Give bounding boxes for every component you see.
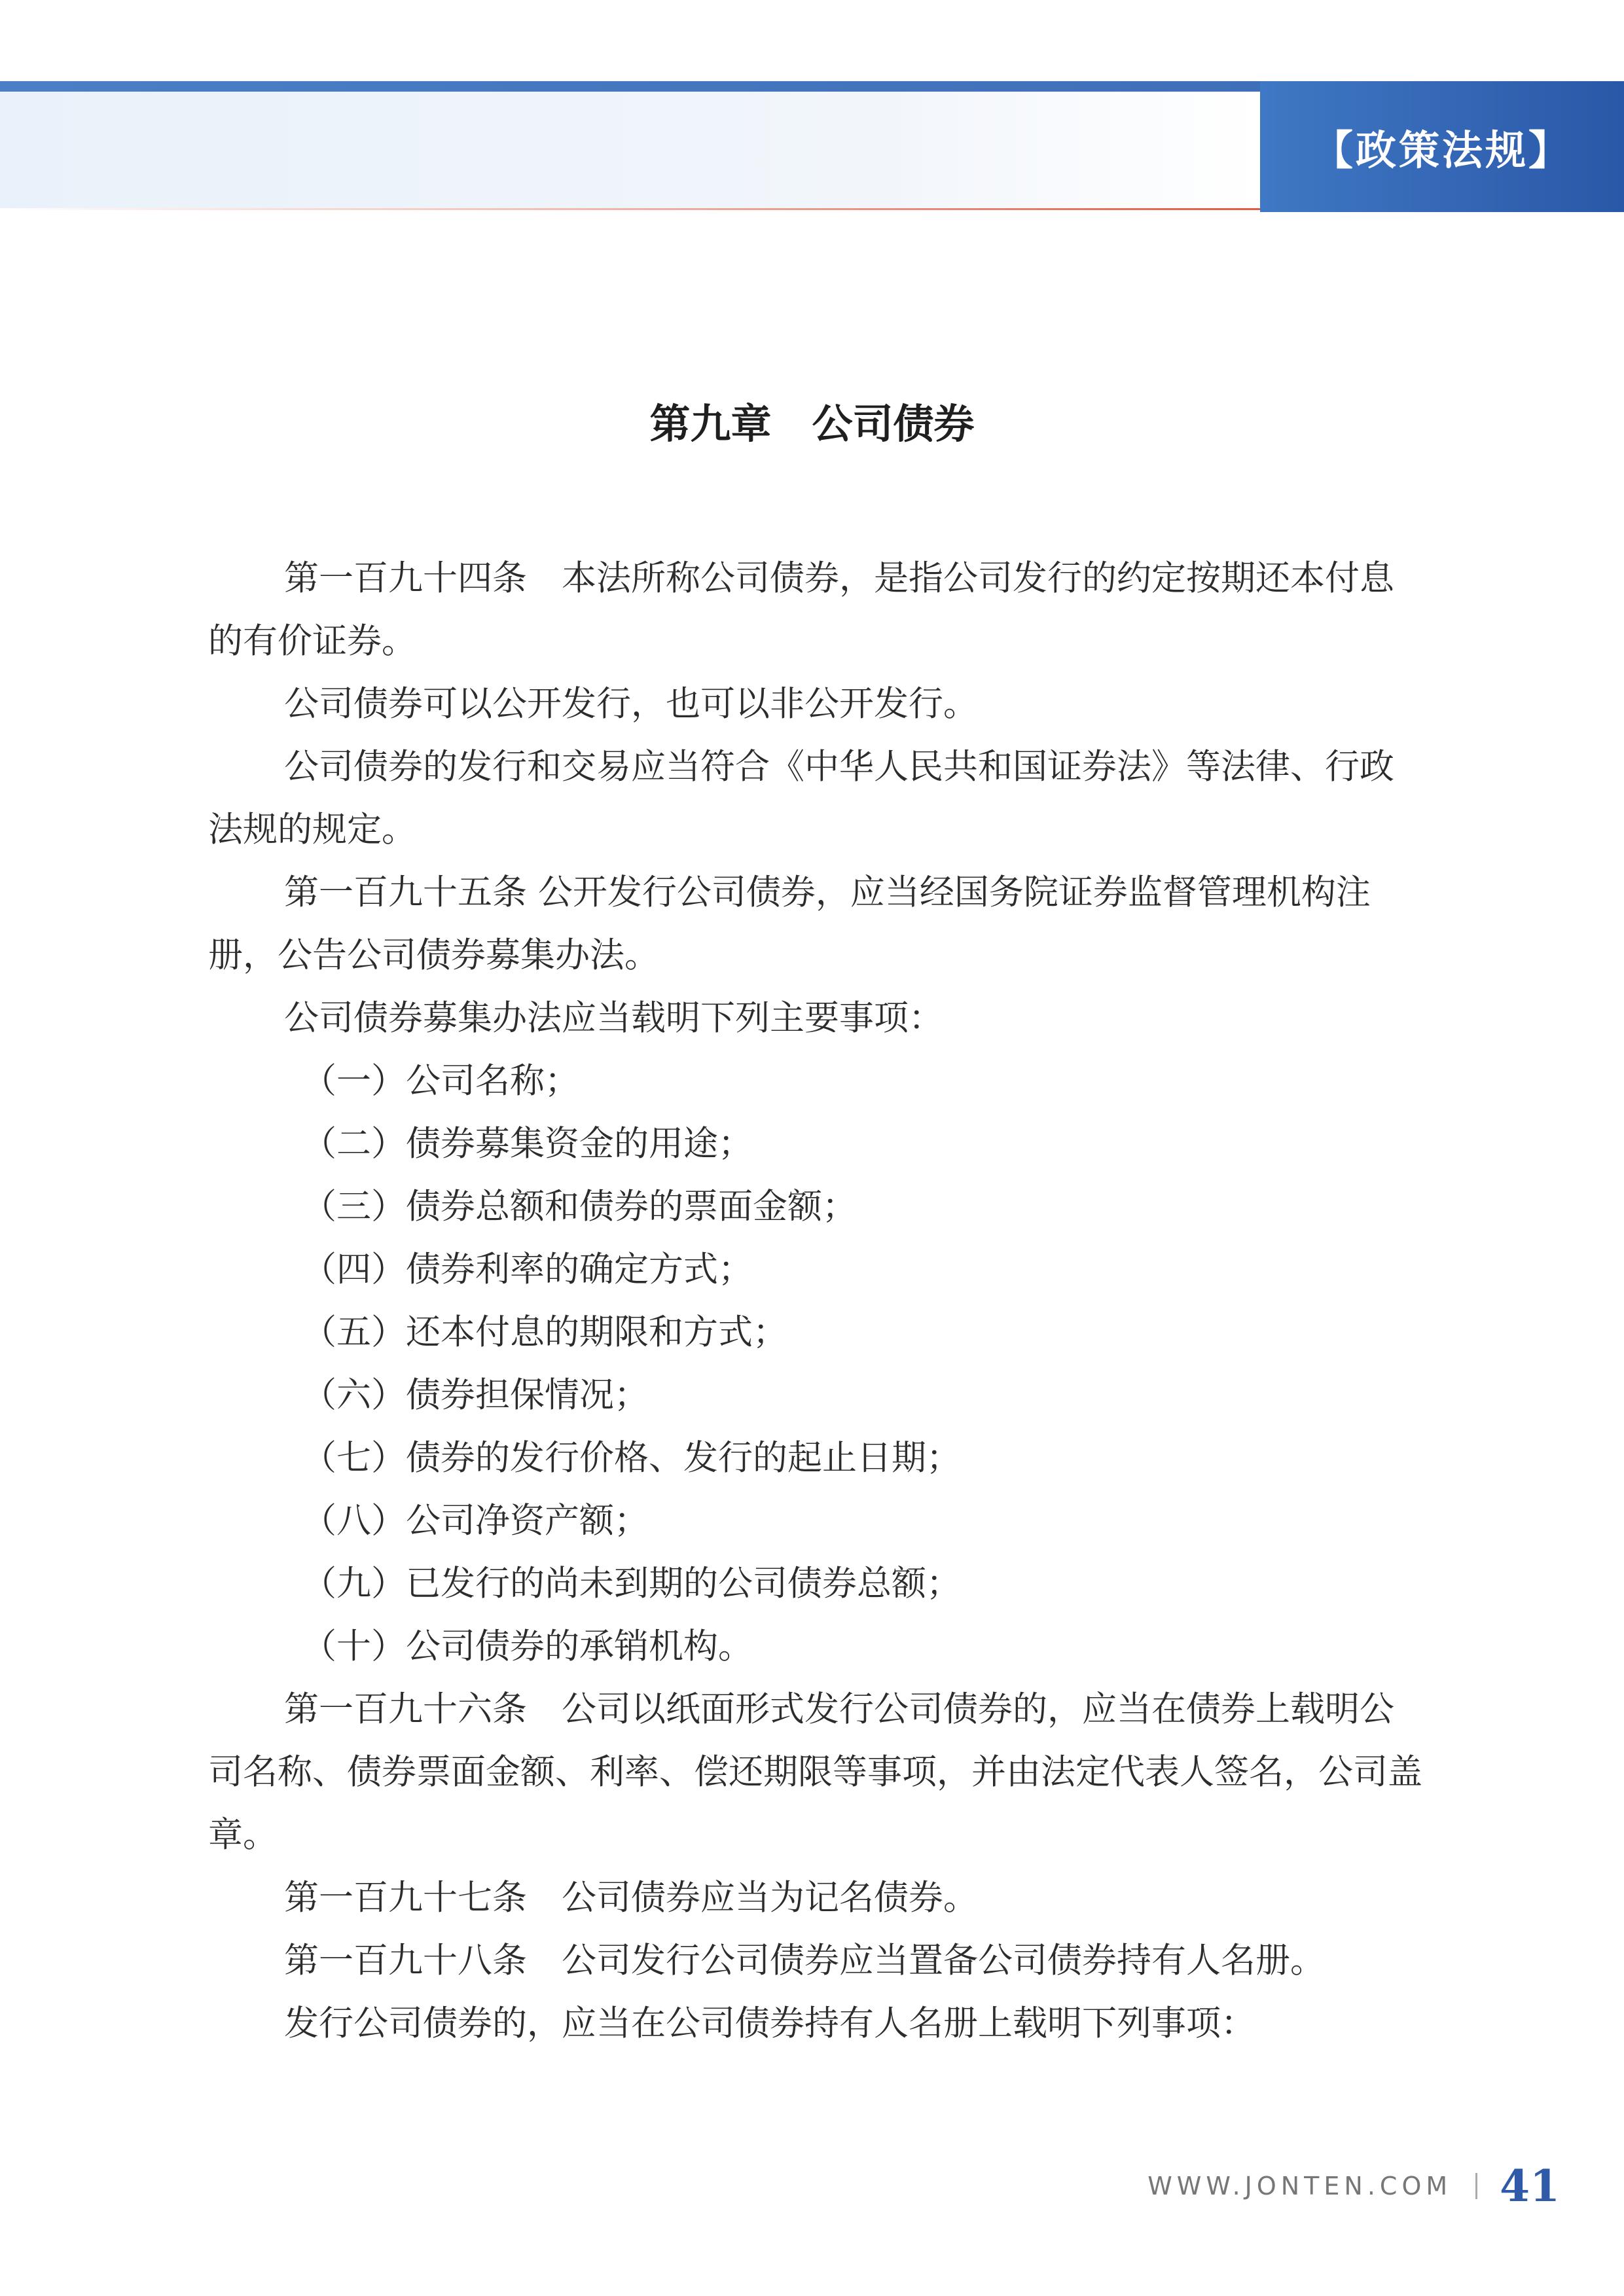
list-item: （八）公司净资产额； [302,1501,649,1541]
website-link[interactable]: WWW.JONTEN.COM [1147,2172,1453,2200]
list-item: （五）还本付息的期限和方式； [302,1312,787,1352]
header-band [0,92,1260,208]
list-item: （三）债券总额和债券的票面金额； [302,1187,857,1227]
list-item: （十）公司债券的承销机构。 [302,1626,753,1666]
footer-divider [1475,2173,1477,2199]
paragraph: 公司债券可以公开发行，也可以非公开发行。 [284,684,978,724]
list-item: （四）债券利率的确定方式； [302,1249,753,1289]
section-tag [1260,81,1624,212]
article-body [208,547,1427,2055]
paragraph: 第一百九十四条 本法所称公司债券，是指公司发行的约定按期还本付息的有价证券。 [208,558,1394,661]
paragraph: 第一百九十七条 公司债券应当为记名债券。 [284,1878,978,1918]
list-item: （九）已发行的尚未到期的公司债券总额； [302,1564,961,1604]
page-footer [1147,2160,1560,2212]
list-item: （一）公司名称； [302,1061,579,1101]
paragraph: 第一百九十六条 公司以纸面形式发行公司债券的，应当在债券上载明公司名称、债券票面金额、利率、偿还期限等事项，并由法定代表人签名，公司盖章。 [208,1689,1422,1855]
section-tag-label: 【政策法规】 [1312,126,1572,174]
paragraph: 第一百九十五条 公开发行公司债券，应当经国务院证券监督管理机构注册，公告公司债券募集办法。 [208,872,1371,975]
page-number: 41 [1500,2161,1560,2212]
header-top-line [0,81,1260,92]
paragraph: 第一百九十八条 公司发行公司债券应当置备公司债券持有人名册。 [284,1941,1325,1981]
paragraph: 公司债券的发行和交易应当符合《中华人民共和国证券法》等法律、行政法规的规定。 [208,747,1394,850]
paragraph: 公司债券募集办法应当载明下列主要事项： [284,998,943,1038]
header-accent-line [0,208,1260,210]
list-item: （七）债券的发行价格、发行的起止日期； [302,1438,961,1478]
paragraph: 发行公司债券的，应当在公司债券持有人名册上载明下列事项： [284,2003,1255,2043]
chapter-title: 第九章 公司债券 [649,400,975,448]
list-item: （六）债券担保情况； [302,1375,649,1415]
list-item: （二）债券募集资金的用途； [302,1124,753,1164]
